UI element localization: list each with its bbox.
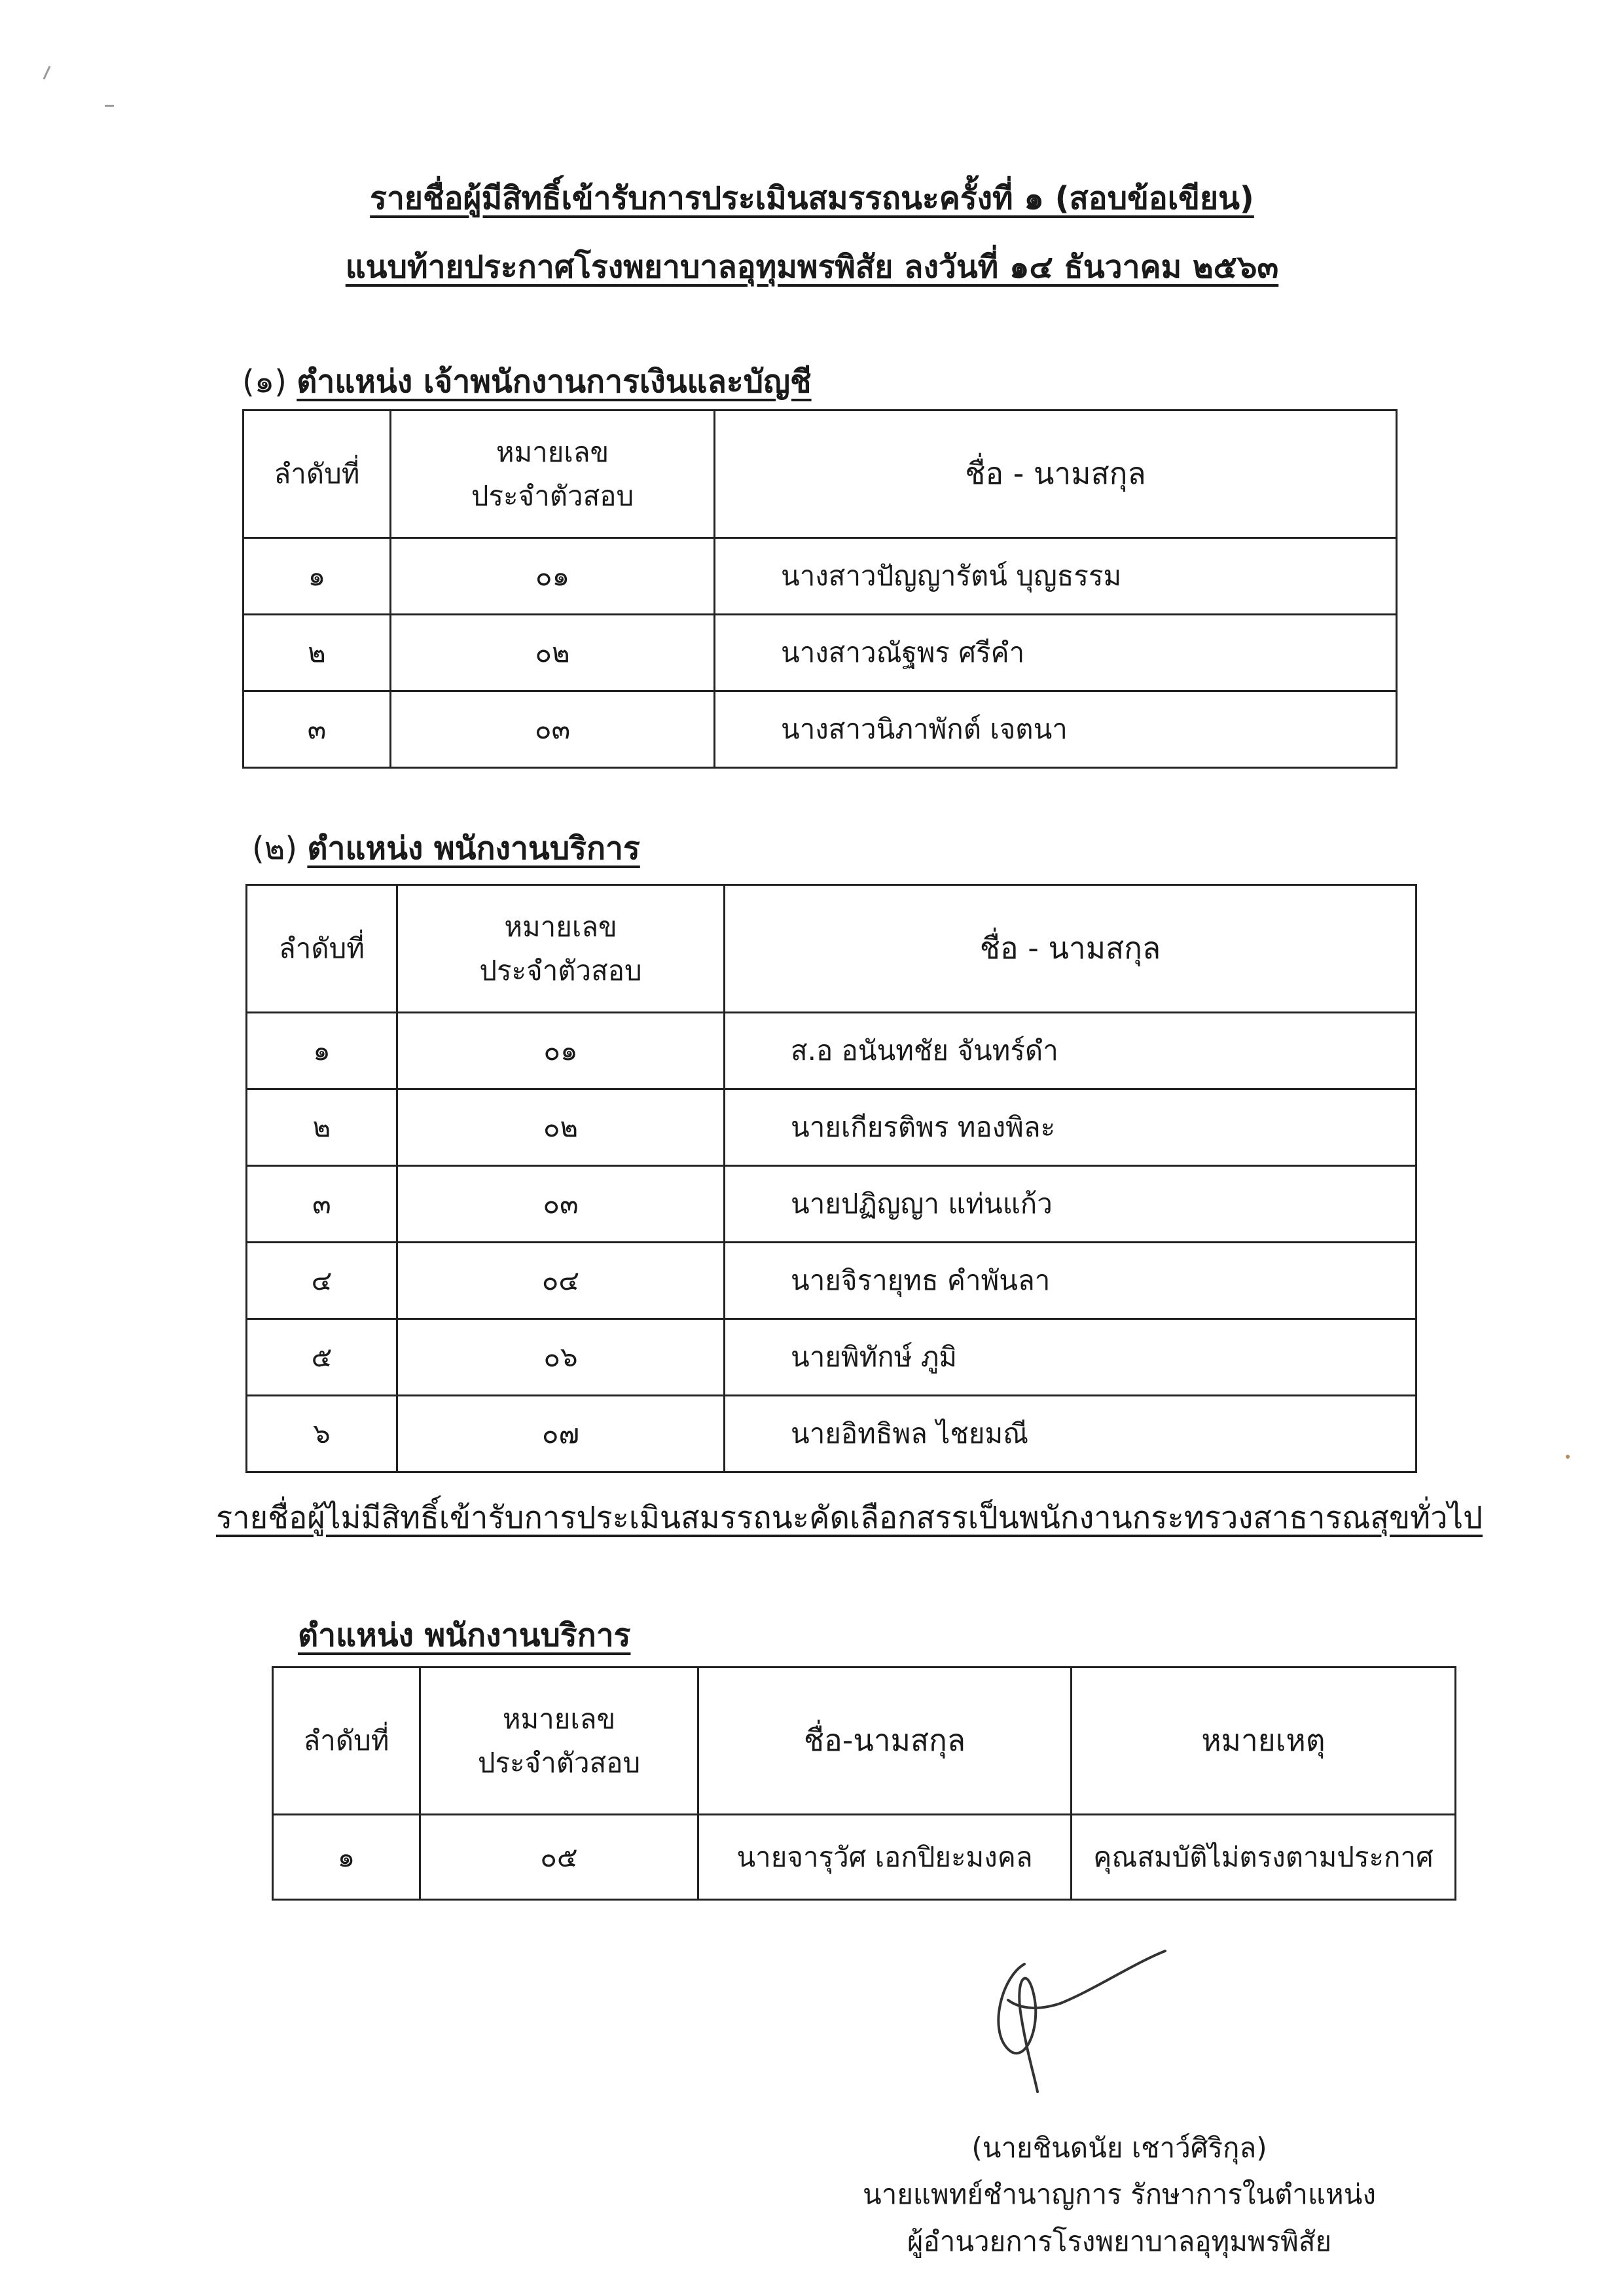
- cell-name: นายปฏิญญา แท่นแก้ว: [725, 1166, 1416, 1243]
- handwritten-signature: [962, 1938, 1185, 2108]
- table-header-row: [247, 885, 1416, 1013]
- cell-name: นายพิทักษ์ ภูมิ: [725, 1319, 1416, 1396]
- section2-heading: [252, 824, 640, 873]
- table-row: [247, 1089, 1416, 1166]
- col-exam-no-header-line2: ประจำตัวสอบ: [471, 480, 634, 512]
- col-order-header: ลำดับที่: [247, 885, 397, 1013]
- cell-name: นายอิทธิพล ไชยมณี: [725, 1396, 1416, 1472]
- table-header-row: [244, 410, 1397, 538]
- cell-name: นางสาวณัฐพร ศรีคำ: [715, 615, 1397, 691]
- cell-name: ส.อ อนันทชัย จันทร์ดำ: [725, 1013, 1416, 1089]
- table-row: [247, 1319, 1416, 1396]
- cell-exam-no: ๐๓: [391, 691, 715, 768]
- cell-exam-no: ๐๑: [397, 1013, 725, 1089]
- cell-remark: คุณสมบัติไม่ตรงตามประกาศ: [1072, 1815, 1456, 1900]
- col-order-header: ลำดับที่: [244, 410, 391, 538]
- table-row: [244, 538, 1397, 615]
- cell-order: ๕: [247, 1319, 397, 1396]
- section2-number: (๒): [252, 830, 298, 867]
- cell-name: นางสาวปัญญารัตน์ บุญธรรม: [715, 538, 1397, 615]
- col-name-header: ชื่อ - นามสกุล: [725, 885, 1416, 1013]
- section1-heading: [242, 357, 812, 407]
- table-row: [273, 1815, 1456, 1900]
- ineligible-heading: รายชื่อผู้ไม่มีสิทธิ์เข้ารับการประเมินสมรรถนะคัดเลือกสรรเป็นพนักงานกระทรวงสาธารณสุขทั่วไป: [216, 1500, 1483, 1536]
- table-row: [244, 691, 1397, 768]
- signature-block: [792, 2124, 1447, 2265]
- col-exam-no-header-line1: หมายเลข: [502, 1702, 616, 1735]
- cell-name: นายจารุวัศ เอกปิยะมงคล: [698, 1815, 1072, 1900]
- cell-exam-no: ๐๖: [397, 1319, 725, 1396]
- document-title-line2: แนบท้ายประกาศโรงพยาบาลอุทุมพรพิสัย ลงวันที่ ๑๔ ธันวาคม ๒๕๖๓: [345, 249, 1279, 285]
- cell-order: ๑: [273, 1815, 420, 1900]
- cell-exam-no: ๐๒: [391, 615, 715, 691]
- col-exam-no-header-line2: ประจำตัวสอบ: [477, 1747, 641, 1779]
- cell-exam-no: ๐๒: [397, 1089, 725, 1166]
- scan-speck: [1566, 1455, 1570, 1459]
- cell-exam-no: ๐๕: [420, 1815, 698, 1900]
- signer-title-2: ผู้อำนวยการโรงพยาบาลอุทุมพรพิสัย: [907, 2225, 1332, 2257]
- cell-order: ๒: [247, 1089, 397, 1166]
- table-row: [247, 1013, 1416, 1089]
- document-title-line1: รายชื่อผู้มีสิทธิ์เข้ารับการประเมินสมรรถนะครั้งที่ ๑ (สอบข้อเขียน): [370, 180, 1254, 217]
- section1-table: [242, 409, 1398, 769]
- cell-order: ๒: [244, 615, 391, 691]
- col-exam-no-header: [420, 1667, 698, 1815]
- scan-speck: [105, 105, 114, 107]
- cell-order: ๓: [247, 1166, 397, 1243]
- col-order-header: ลำดับที่: [273, 1667, 420, 1815]
- col-exam-no-header: [391, 410, 715, 538]
- cell-exam-no: ๐๑: [391, 538, 715, 615]
- cell-name: นางสาวนิภาพักต์ เจตนา: [715, 691, 1397, 768]
- cell-exam-no: ๐๗: [397, 1396, 725, 1472]
- signer-name: (นายชินดนัย เชาว์ศิริกุล): [971, 2132, 1267, 2164]
- cell-order: ๔: [247, 1243, 397, 1319]
- table-row: [247, 1396, 1416, 1472]
- cell-exam-no: ๐๔: [397, 1243, 725, 1319]
- ineligible-position: ตำแหน่ง พนักงานบริการ: [298, 1617, 631, 1654]
- table-row: [244, 615, 1397, 691]
- table-row: [247, 1243, 1416, 1319]
- col-exam-no-header: [397, 885, 725, 1013]
- table-header-row: [273, 1667, 1456, 1815]
- col-exam-no-header-line1: หมายเลข: [496, 435, 609, 468]
- col-name-header: ชื่อ-นามสกุล: [698, 1667, 1072, 1815]
- cell-exam-no: ๐๓: [397, 1166, 725, 1243]
- scan-speck: [43, 65, 50, 79]
- table-row: [247, 1166, 1416, 1243]
- section1-number: (๑): [242, 363, 287, 400]
- signer-title-1: นายแพทย์ชำนาญการ รักษาการในตำแหน่ง: [863, 2178, 1376, 2211]
- col-name-header: ชื่อ - นามสกุล: [715, 410, 1397, 538]
- col-exam-no-header-line1: หมายเลข: [504, 910, 617, 943]
- cell-order: ๓: [244, 691, 391, 768]
- ineligible-table: [272, 1666, 1456, 1901]
- cell-order: ๖: [247, 1396, 397, 1472]
- section2-title: ตำแหน่ง พนักงานบริการ: [307, 830, 640, 867]
- cell-order: ๑: [247, 1013, 397, 1089]
- section1-title: ตำแหน่ง เจ้าพนักงานการเงินและบัญชี: [297, 363, 812, 400]
- section2-table: [245, 884, 1417, 1473]
- col-remark-header: หมายเหตุ: [1072, 1667, 1456, 1815]
- col-exam-no-header-line2: ประจำตัวสอบ: [479, 955, 642, 987]
- cell-name: นายเกียรติพร ทองพิละ: [725, 1089, 1416, 1166]
- cell-name: นายจิรายุทธ คำพันลา: [725, 1243, 1416, 1319]
- cell-order: ๑: [244, 538, 391, 615]
